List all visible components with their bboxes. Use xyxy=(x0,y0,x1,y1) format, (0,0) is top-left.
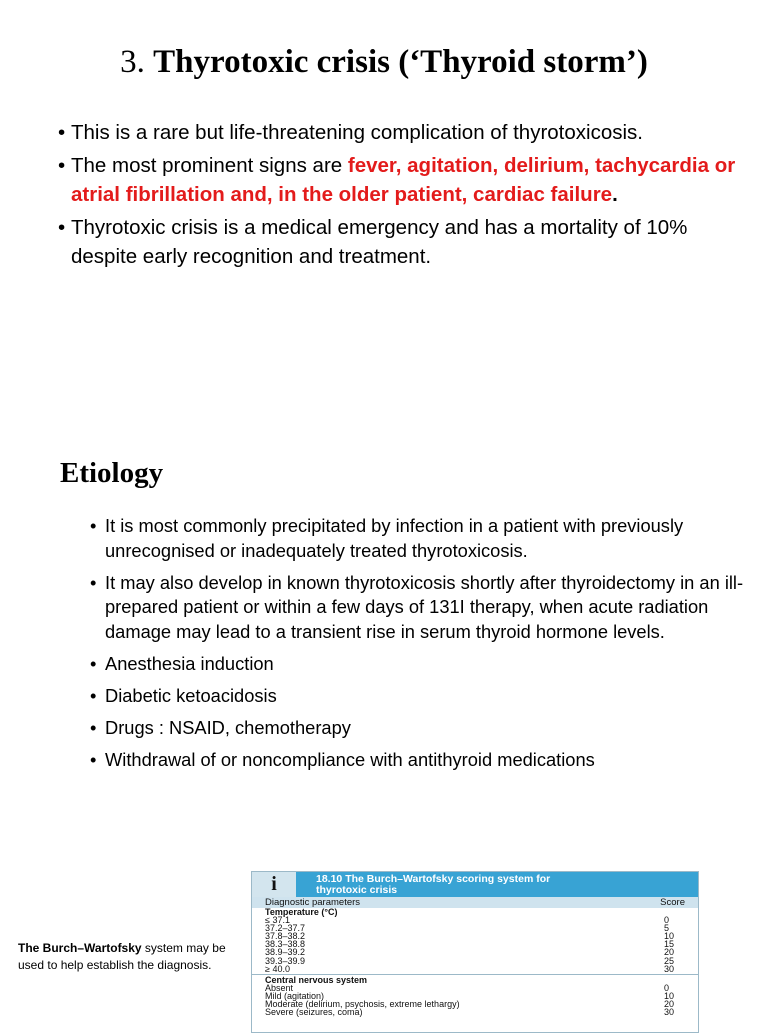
table-row: 37.2–37.7 5 xyxy=(265,923,670,934)
title-text: Thyrotoxic crisis (‘Thyroid storm’) xyxy=(153,44,648,80)
list-item: • Withdrawal of or noncompliance with antithyroid medications xyxy=(90,749,595,771)
list-item: • Thyrotoxic crisis is a medical emergency and has a mortality of 10% despite early recognition and treatment. xyxy=(58,216,688,268)
list-item: • It is most commonly precipitated by infection in a patient with previously unrecognised or inadequately treated thyrotoxicosis. xyxy=(90,515,684,561)
table-section-header: Central nervous system xyxy=(265,974,368,985)
table-row: Mild (agitation) 10 xyxy=(265,990,675,1001)
list-item: • This is a rare but life-threatening complication of thyrotoxicosis. xyxy=(58,121,643,144)
table-title: 18.10 The Burch–Wartofsky scoring system for thyrotoxic crisis xyxy=(316,873,551,896)
table-row: ≥ 40.0 30 xyxy=(265,963,675,974)
title-number: 3. xyxy=(120,44,145,80)
list-item: • It may also develop in known thyrotoxicosis shortly after thyroidectomy in an ill-prepared patient or within a few days of 131I therapy, when acute radiation damage may lead to a transient rise in serum thyroid hormone levels. xyxy=(90,571,744,642)
table-row: 38.9–39.2 20 xyxy=(265,947,675,958)
etiology-bullet-list xyxy=(90,514,750,781)
page-title xyxy=(0,36,768,88)
table-row: ≤ 37.1 0 xyxy=(265,915,670,926)
table-row: Moderate (delirium, psychosis, extreme lethargy) 20 xyxy=(265,999,675,1010)
table-body xyxy=(252,908,698,1016)
etiology-heading: Etiology xyxy=(60,457,164,489)
list-item: • Diabetic ketoacidosis xyxy=(90,685,277,707)
intro-bullet-list xyxy=(58,118,748,275)
burch-wartofsky-table xyxy=(251,871,699,1033)
table-header xyxy=(252,872,698,897)
list-item: • The most prominent signs are fever, agitation, delirium, tachycardia or atrial fibrillation and, in the older patient, cardiac failure. xyxy=(58,154,736,206)
table-row: 38.3–38.8 15 xyxy=(265,939,675,950)
info-icon: i xyxy=(252,872,296,897)
list-item: • Anesthesia induction xyxy=(90,652,274,674)
table-row: 37.8–38.2 10 xyxy=(265,931,675,942)
table-row: Severe (seizures, coma) 30 xyxy=(265,1007,675,1018)
list-item: • Drugs : NSAID, chemotherapy xyxy=(90,717,351,739)
figure-caption: The Burch–Wartofsky system may be used to help establish the diagnosis. xyxy=(18,941,226,972)
highlighted-signs: fever, agitation, delirium, tachycardia or atrial fibrillation and, in the older patient, cardiac failure xyxy=(71,154,736,206)
table-row: Absent 0 xyxy=(265,982,670,993)
table-row: 39.3–39.9 25 xyxy=(265,955,675,966)
column-header-score: Score xyxy=(660,897,685,908)
column-header-parameters: Diagnostic parameters xyxy=(265,897,361,908)
table-section-header: Temperature (°C) xyxy=(265,907,338,917)
